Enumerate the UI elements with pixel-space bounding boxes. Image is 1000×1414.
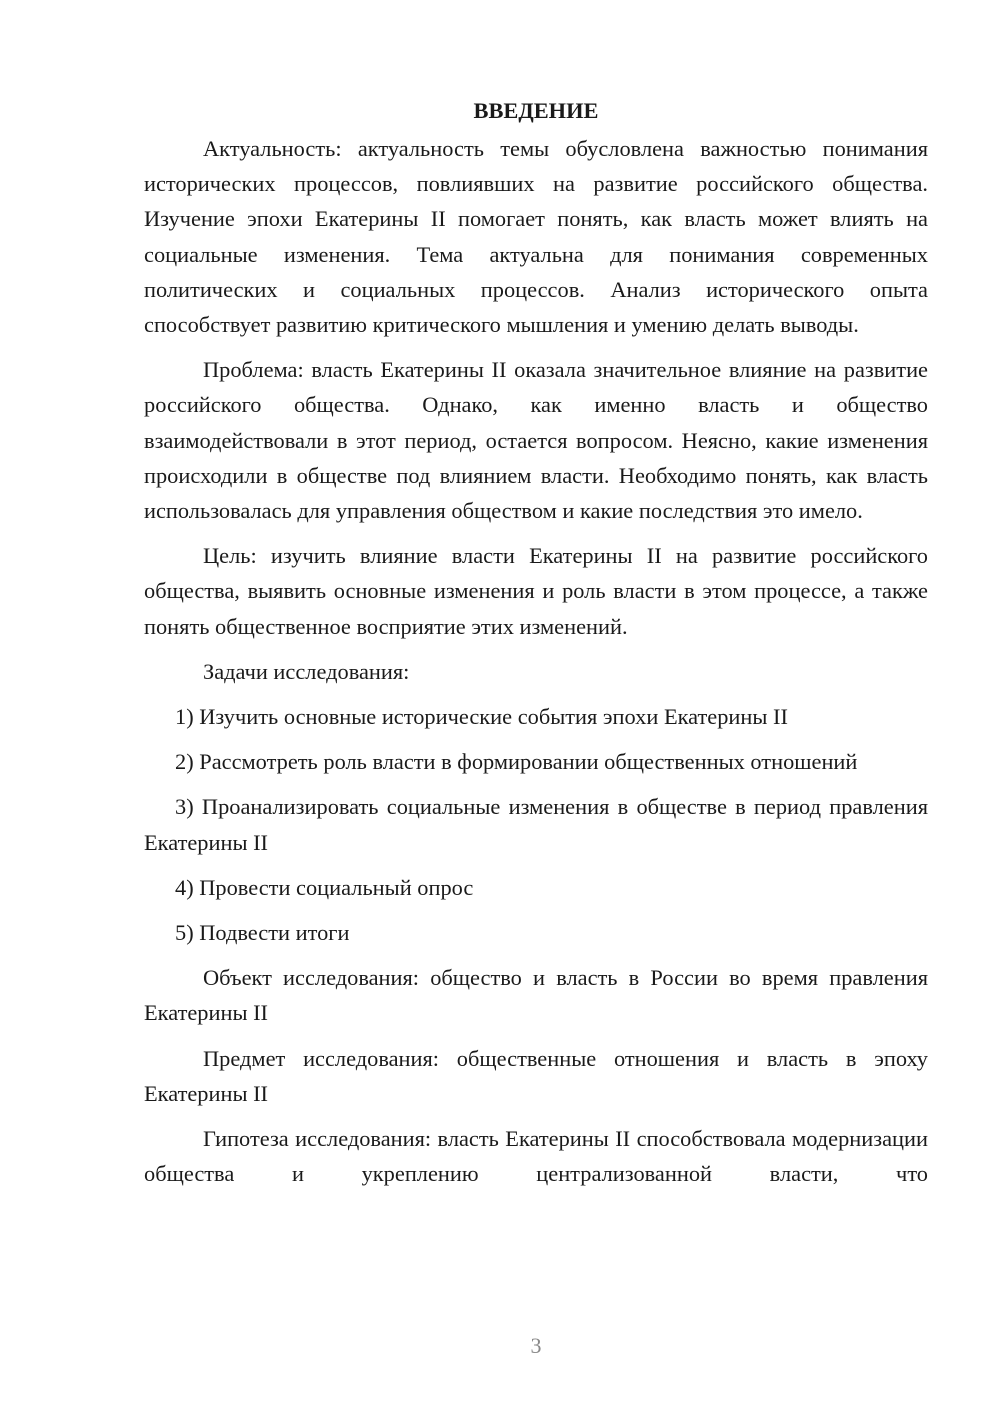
task-item: 4) Провести социальный опрос [175, 874, 474, 900]
tasks-heading: Задачи исследования: [203, 658, 410, 684]
paragraph-goal: Цель: изучить влияние власти Екатерины II на развитие российского общества, выявить основные изменения и роль власти в этом процессе, а также понять общественное восприятие этих изменений. [144, 543, 928, 639]
task-item: 5) Подвести итоги [175, 920, 350, 946]
paragraph-relevance: Актуальность: актуальность темы обусловлена важностью понимания исторических процессов, повлиявших на развитие российского общества. Изучение эпохи Екатерины II помогает понять, как власть может влиять на социальные изменения. Тема актуальна для понимания современных политических и социальных процессов. Анализ исторического опыта способствует развитию критического мышления и умению делать выводы. [144, 136, 928, 338]
section-heading: ВВЕДЕНИЕ [473, 98, 599, 123]
tasks-list [144, 699, 928, 950]
paragraph-problem: Проблема: власть Екатерины II оказала значительное влияние на развитие российского общества. Однако, как именно власть и общество взаимодействовали в этот период, остается вопросом. Неясно, какие изменения происходили в обществе под влиянием власти. Необходимо понять, как власть использовалась для управления обществом и какие последствия это имело. [144, 357, 928, 524]
task-item: 3) Проанализировать социальные изменения в обществе в период правления Екатерины II [144, 794, 928, 855]
paragraph-hypothesis: Гипотеза исследования: власть Екатерины II способствовала модернизации общества и укреплению централизованной власти, что [144, 1126, 928, 1187]
paragraph-object: Объект исследования: общество и власть в России во время правления Екатерины II [144, 965, 928, 1026]
page-content [144, 91, 928, 1191]
task-item: 2) Рассмотреть роль власти в формировании общественных отношений [175, 749, 858, 775]
page-number: 3 [530, 1333, 542, 1358]
task-item: 1) Изучить основные исторические события эпохи Екатерины II [175, 704, 788, 730]
paragraph-subject: Предмет исследования: общественные отношения и власть в эпоху Екатерины II [144, 1045, 928, 1106]
